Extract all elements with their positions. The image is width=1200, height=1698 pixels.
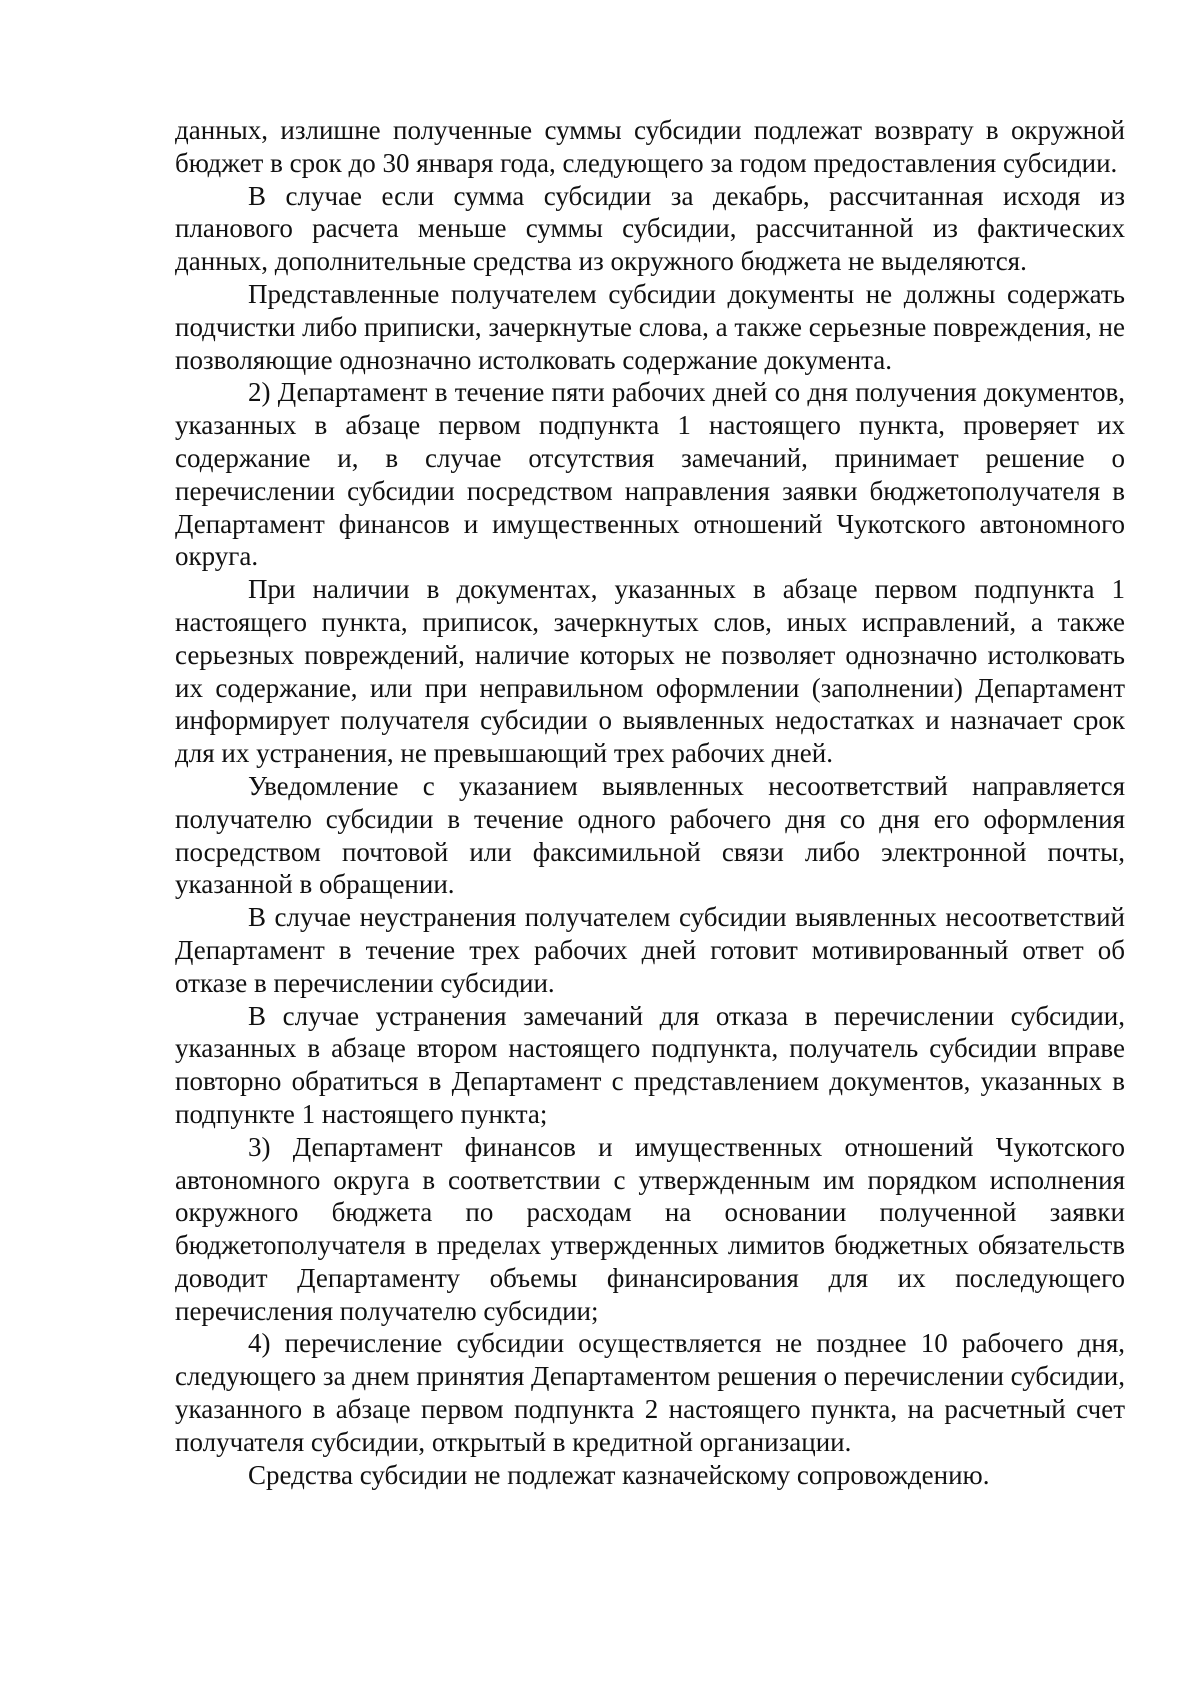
paragraph-11: Средства субсидии не подлежат казначейскому сопровождению. — [248, 1459, 990, 1490]
paragraph-3: Представленные получателем субсидии документы не должны содержать подчистки либо приписки, зачеркнутые слова, а также серьезные повреждения, не позволяющие однозначно истолковать содержание документа. — [175, 278, 1125, 375]
paragraph-5: При наличии в документах, указанных в абзаце первом подпункта 1 настоящего пункта, приписок, зачеркнутых слов, иных исправлений, а также серьезных повреждений, наличие которых не позволяет однозначно истолковать их содержание, или при неправильном оформлении (заполнении) Департамент информирует получателя субсидии о выявленных недостатках и назначает срок для их устранения, не превышающий трех рабочих дней. — [175, 574, 1125, 769]
paragraph-9: 3) Департамент финансов и имущественных отношений Чукотского автономного округа в соответствии с утвержденным им порядком исполнения окружного бюджета по расходам на основании полученной заявки бюджетополучателя в пределах утвержденных лимитов бюджетных обязательств доводит Департаменту объемы финансирования для их последующего перечисления получателю субсидии; — [175, 1131, 1125, 1326]
paragraph-8: В случае устранения замечаний для отказа в перечислении субсидии, указанных в абзаце втором настоящего подпункта, получатель субсидии вправе повторно обратиться в Департамент с представлением документов, указанных в подпункте 1 настоящего пункта; — [175, 1000, 1125, 1129]
paragraph-2: В случае если сумма субсидии за декабрь, рассчитанная исходя из планового расчета меньше суммы субсидии, рассчитанной из фактических данных, дополнительные средства из окружного бюджета не выделяются. — [175, 180, 1125, 277]
paragraph-6: Уведомление с указанием выявленных несоответствий направляется получателю субсидии в течение одного рабочего дня со дня его оформления посредством почтовой или факсимильной связи либо электронной почты, указанной в обращении. — [175, 770, 1125, 900]
paragraph-10: 4) перечисление субсидии осуществляется не позднее 10 рабочего дня, следующего за днем принятия Департаментом решения о перечислении субсидии, указанного в абзаце первом подпункта 2 настоящего пункта, на расчетный счет получателя субсидии, открытый в кредитной организации. — [175, 1328, 1125, 1457]
paragraph-4: 2) Департамент в течение пяти рабочих дней со дня получения документов, указанных в абзаце первом подпункта 1 настоящего пункта, проверяет их содержание и, в случае отсутствия замечаний, принимает решение о перечислении субсидии посредством направления заявки бюджетополучателя в Департамент финансов и имущественных отношений Чукотского автономного округа. — [175, 377, 1125, 572]
document-body — [175, 114, 1125, 1491]
paragraph-7: В случае неустранения получателем субсидии выявленных несоответствий Департамент в течение трех рабочих дней готовит мотивированный ответ об отказе в перечислении субсидии. — [175, 902, 1125, 998]
paragraph-1: данных, излишне полученные суммы субсидии подлежат возврату в окружной бюджет в срок до 30 января года, следующего за годом предоставления субсидии. — [175, 115, 1125, 178]
